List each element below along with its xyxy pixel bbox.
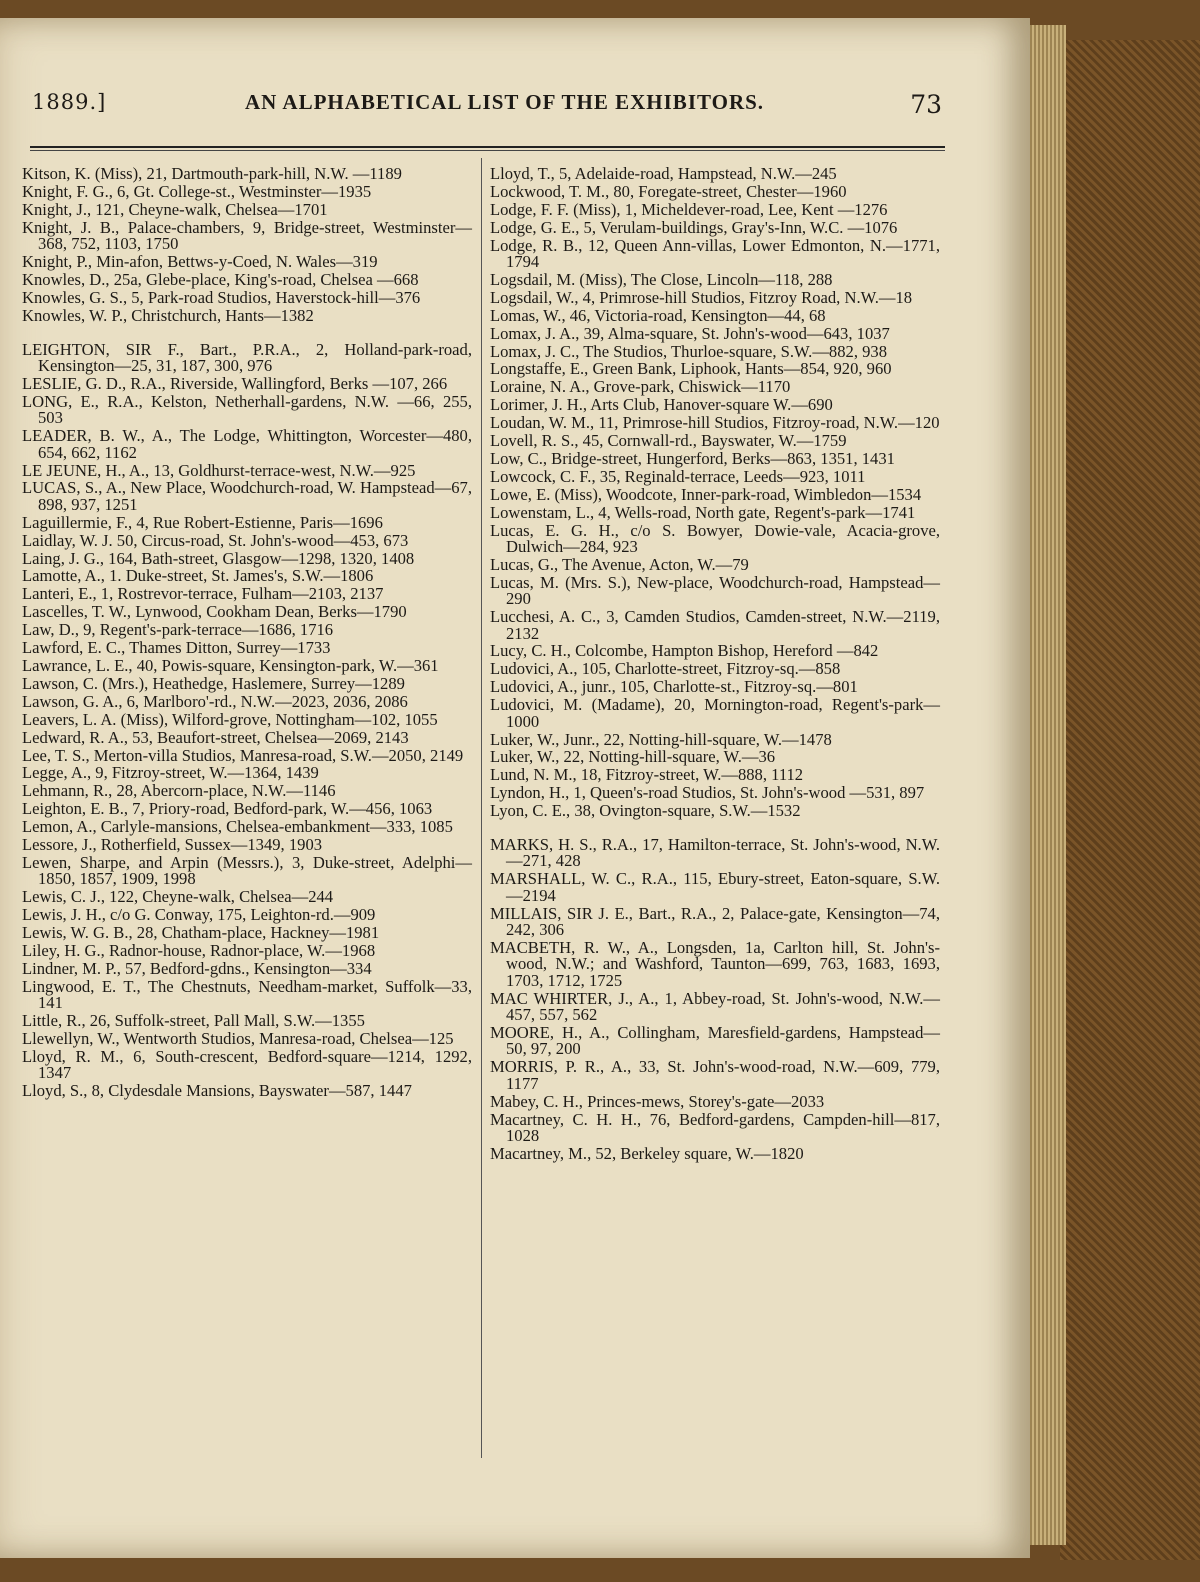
exhibitor-entry: Little, R., 26, Suffolk-street, Pall Mall, S.W.—1355	[22, 1011, 365, 1031]
exhibitor-entry: Lawrance, L. E., 40, Powis-square, Kensington-park, W.—361	[22, 655, 439, 675]
exhibitor-entry: Lovell, R. S., 45, Cornwall-rd., Bayswater, W.—1759	[490, 431, 847, 451]
exhibitor-entry: Llewellyn, W., Wentworth Studios, Manresa-road, Chelsea—125	[22, 1029, 454, 1048]
header-year: 1889.]	[32, 90, 107, 114]
exhibitor-entry: MARSHALL, W. C., R.A., 115, Ebury-street, Eaton-square, S.W.—2194	[490, 869, 940, 905]
exhibitor-entry: Lewen, Sharpe, and Arpin (Messrs.), 3, Duke-street, Adelphi—1850, 1857, 1909, 1998	[22, 852, 472, 889]
exhibitor-entry: Lodge, R. B., 12, Queen Ann-villas, Lower Edmonton, N.—1771, 1794	[490, 235, 940, 272]
exhibitor-entry: Lewis, J. H., c/o G. Conway, 175, Leighton-rd.—909	[22, 905, 376, 925]
exhibitor-entry: Ludovici, M. (Madame), 20, Mornington-road, Regent's-park—1000	[490, 695, 940, 731]
exhibitor-entry: Laing, J. G., 164, Bath-street, Glasgow—1298, 1320, 1408	[22, 548, 415, 568]
exhibitor-entry: Knowles, D., 25a, Glebe-place, King's-road, Chelsea —668	[22, 269, 419, 289]
exhibitor-entry: Lee, T. S., Merton-villa Studios, Manresa-road, S.W.—2050, 2149	[22, 745, 464, 765]
column-divider	[481, 158, 482, 1458]
exhibitor-entry: Luker, W., Junr., 22, Notting-hill-square, W.—1478	[490, 729, 832, 749]
exhibitor-entry: Knight, J., 121, Cheyne-walk, Chelsea—1701	[22, 199, 328, 219]
exhibitor-entry: Lloyd, T., 5, Adelaide-road, Hampstead, N.W.—245	[490, 164, 837, 183]
exhibitor-entry: MILLAIS, SIR J. E., Bart., R.A., 2, Palace-gate, Kensington—74, 242, 306	[490, 903, 940, 940]
exhibitor-entry: Lyon, C. E., 38, Ovington-square, S.W.—1532	[490, 801, 801, 821]
exhibitor-entry: MARKS, H. S., R.A., 17, Hamilton-terrace, St. John's-wood, N.W.—271, 428	[490, 835, 940, 871]
exhibitor-entry: Loudan, W. M., 11, Primrose-hill Studios, Fitzroy-road, N.W.—120	[490, 413, 940, 433]
exhibitor-entry: Lanteri, E., 1, Rostrevor-terrace, Fulham—2103, 2137	[22, 584, 384, 604]
exhibitor-entry: Loraine, N. A., Grove-park, Chiswick—1170	[490, 377, 791, 397]
page-number: 73	[910, 90, 942, 119]
left-column	[22, 166, 472, 1101]
exhibitor-entry: LUCAS, S., A., New Place, Woodchurch-road, W. Hampstead—67, 898, 937, 1251	[22, 478, 472, 514]
exhibitor-entry: Longstaffe, E., Green Bank, Liphook, Hants—854, 920, 960	[490, 359, 892, 379]
exhibitor-entry: Lloyd, R. M., 6, South-crescent, Bedford-square—1214, 1292, 1347	[22, 1046, 472, 1083]
exhibitor-entry: MOORE, H., A., Collingham, Maresfield-gardens, Hampstead—50, 97, 200	[490, 1023, 940, 1059]
exhibitor-entry: Laguillermie, F., 4, Rue Robert-Estienne, Paris—1696	[22, 512, 383, 532]
exhibitor-entry: Mabey, C. H., Princes-mews, Storey's-gate—2033	[490, 1091, 825, 1111]
header-rule	[30, 146, 945, 148]
exhibitor-entry: Lucas, E. G. H., c/o S. Bowyer, Dowie-vale, Acacia-grove, Dulwich—284, 923	[490, 520, 940, 557]
exhibitor-entry: Lodge, G. E., 5, Verulam-buildings, Gray's-Inn, W.C. —1076	[490, 217, 898, 237]
exhibitor-entry: Low, C., Bridge-street, Hungerford, Berks—863, 1351, 1431	[490, 449, 895, 468]
exhibitor-entry: Leavers, L. A. (Miss), Wilford-grove, Nottingham—102, 1055	[22, 709, 438, 729]
exhibitor-entry: Lowcock, C. F., 35, Reginald-terrace, Leeds—923, 1011	[490, 466, 866, 486]
exhibitor-entry: Knight, J. B., Palace-chambers, 9, Bridge-street, Westminster—368, 752, 1103, 1750	[22, 217, 472, 254]
exhibitor-entry: Knight, P., Min-afon, Bettws-y-Coed, N. Wales—319	[22, 252, 378, 272]
exhibitor-entry: Macartney, C. H. H., 76, Bedford-gardens, Campden-hill—817, 1028	[490, 1109, 940, 1145]
exhibitor-entry: Lomax, J. C., The Studios, Thurloe-square, S.W.—882, 938	[490, 341, 888, 361]
exhibitor-entry: Ledward, R. A., 53, Beaufort-street, Chelsea—2069, 2143	[22, 727, 409, 747]
exhibitor-entry: Logsdail, M. (Miss), The Close, Lincoln—118, 288	[490, 269, 833, 289]
exhibitor-entry: Lockwood, T. M., 80, Foregate-street, Chester—1960	[490, 181, 847, 201]
exhibitor-entry: Knowles, G. S., 5, Park-road Studios, Haverstock-hill—376	[22, 287, 421, 307]
header-title: AN ALPHABETICAL LIST OF THE EXHIBITORS.	[245, 90, 765, 114]
exhibitor-entry: Liley, H. G., Radnor-house, Radnor-place, W.—1968	[22, 940, 376, 960]
exhibitor-entry: Lawford, E. C., Thames Ditton, Surrey—1733	[22, 638, 331, 658]
exhibitor-entry: LONG, E., R.A., Kelston, Netherhall-gardens, N.W. —66, 255, 503	[22, 391, 472, 428]
exhibitor-entry: Lucas, G., The Avenue, Acton, W.—79	[490, 554, 749, 574]
exhibitor-entry: LESLIE, G. D., R.A., Riverside, Wallingford, Berks —107, 266	[22, 373, 448, 393]
exhibitor-entry: Ludovici, A., junr., 105, Charlotte-st., Fitzroy-sq.—801	[490, 677, 858, 697]
exhibitor-entry: Knight, F. G., 6, Gt. College-st., Westminster—1935	[22, 181, 372, 201]
exhibitor-entry: Lloyd, S., 8, Clydesdale Mansions, Bayswater—587, 1447	[22, 1081, 412, 1101]
exhibitor-entry: MACBETH, R. W., A., Longsden, 1a, Carlton hill, St. John's-wood, N.W.; and Washford, Taunton—699, 763, 1683, 1693, 1703, 1712, 1725	[490, 937, 940, 990]
header-rule-thin	[30, 150, 945, 151]
exhibitor-entry: Lamotte, A., 1. Duke-street, St. James's, S.W.—1806	[22, 566, 374, 586]
book-cover	[1060, 40, 1200, 1560]
exhibitor-entry: Leighton, E. B., 7, Priory-road, Bedford-park, W.—456, 1063	[22, 799, 433, 819]
exhibitor-entry: Laidlay, W. J. 50, Circus-road, St. John's-wood—453, 673	[22, 530, 409, 550]
exhibitor-entry: Lucy, C. H., Colcombe, Hampton Bishop, Hereford —842	[490, 641, 879, 661]
exhibitor-entry: Luker, W., 22, Notting-hill-square, W.—36	[490, 747, 776, 767]
exhibitor-entry: Lund, N. M., 18, Fitzroy-street, W.—888, 1112	[490, 765, 804, 785]
exhibitor-entry: Macartney, M., 52, Berkeley square, W.—1820	[490, 1143, 804, 1163]
exhibitor-entry: Lewis, C. J., 122, Cheyne-walk, Chelsea—244	[22, 887, 334, 907]
right-column	[490, 166, 940, 1164]
exhibitor-entry: Lessore, J., Rotherfield, Sussex—1349, 1903	[22, 835, 323, 855]
exhibitor-entry: Lawson, C. (Mrs.), Heathedge, Haslemere, Surrey—1289	[22, 673, 405, 693]
exhibitor-entry: Lucchesi, A. C., 3, Camden Studios, Camden-street, N.W.—2119, 2132	[490, 607, 940, 643]
exhibitor-entry: MAC WHIRTER, J., A., 1, Abbey-road, St. John's-wood, N.W.—457, 557, 562	[490, 988, 940, 1025]
exhibitor-entry: Kitson, K. (Miss), 21, Dartmouth-park-hill, N.W. —1189	[22, 164, 402, 183]
exhibitor-entry: Lewis, W. G. B., 28, Chatham-place, Hackney—1981	[22, 923, 380, 943]
exhibitor-entry: Logsdail, W., 4, Primrose-hill Studios, Fitzroy Road, N.W.—18	[490, 287, 913, 307]
exhibitor-entry: Lingwood, E. T., The Chestnuts, Needham-market, Suffolk—33, 141	[22, 976, 472, 1013]
exhibitor-entry: LEADER, B. W., A., The Lodge, Whittington, Worcester—480, 654, 662, 1162	[22, 426, 472, 462]
exhibitor-entry: Ludovici, A., 105, Charlotte-street, Fitzroy-sq.—858	[490, 659, 841, 679]
exhibitor-entry: Lodge, F. F. (Miss), 1, Micheldever-road, Lee, Kent —1276	[490, 199, 888, 219]
exhibitor-entry: Knowles, W. P., Christchurch, Hants—1382	[22, 305, 314, 325]
exhibitor-entry: Lawson, G. A., 6, Marlboro'-rd., N.W.—2023, 2036, 2086	[22, 691, 408, 711]
exhibitor-entry: Lascelles, T. W., Lynwood, Cookham Dean, Berks—1790	[22, 602, 407, 622]
exhibitor-entry: LEIGHTON, SIR F., Bart., P.R.A., 2, Holland-park-road, Kensington—25, 31, 187, 300, 976	[22, 339, 472, 376]
exhibitor-entry: Lyndon, H., 1, Queen's-road Studios, St. John's-wood —531, 897	[490, 783, 925, 803]
exhibitor-entry: LE JEUNE, H., A., 13, Goldhurst-terrace-west, N.W.—925	[22, 460, 416, 480]
page-header	[30, 90, 950, 130]
exhibitor-entry: Lowe, E. (Miss), Woodcote, Inner-park-road, Wimbledon—1534	[490, 484, 922, 504]
exhibitor-entry: Lowenstam, L., 4, Wells-road, North gate, Regent's-park—1741	[490, 502, 916, 522]
book-page	[0, 18, 1030, 1558]
exhibitor-entry: Lomas, W., 46, Victoria-road, Kensington—44, 68	[490, 305, 826, 325]
exhibitor-entry: Lehmann, R., 28, Abercorn-place, N.W.—1146	[22, 781, 336, 801]
exhibitor-entry: Law, D., 9, Regent's-park-terrace—1686, 1716	[22, 620, 334, 640]
exhibitor-entry: Lindner, M. P., 57, Bedford-gdns., Kensington—334	[22, 958, 372, 978]
exhibitor-entry: MORRIS, P. R., A., 33, St. John's-wood-road, N.W.—609, 779, 1177	[490, 1057, 940, 1093]
exhibitor-entry: Lomax, J. A., 39, Alma-square, St. John's-wood—643, 1037	[490, 323, 890, 343]
exhibitor-entry: Lucas, M. (Mrs. S.), New-place, Woodchurch-road, Hampstead—290	[490, 572, 940, 609]
exhibitor-entry: Lorimer, J. H., Arts Club, Hanover-square W.—690	[490, 395, 833, 415]
exhibitor-entry: Legge, A., 9, Fitzroy-street, W.—1364, 1439	[22, 763, 319, 783]
exhibitor-entry: Lemon, A., Carlyle-mansions, Chelsea-embankment—333, 1085	[22, 817, 453, 837]
